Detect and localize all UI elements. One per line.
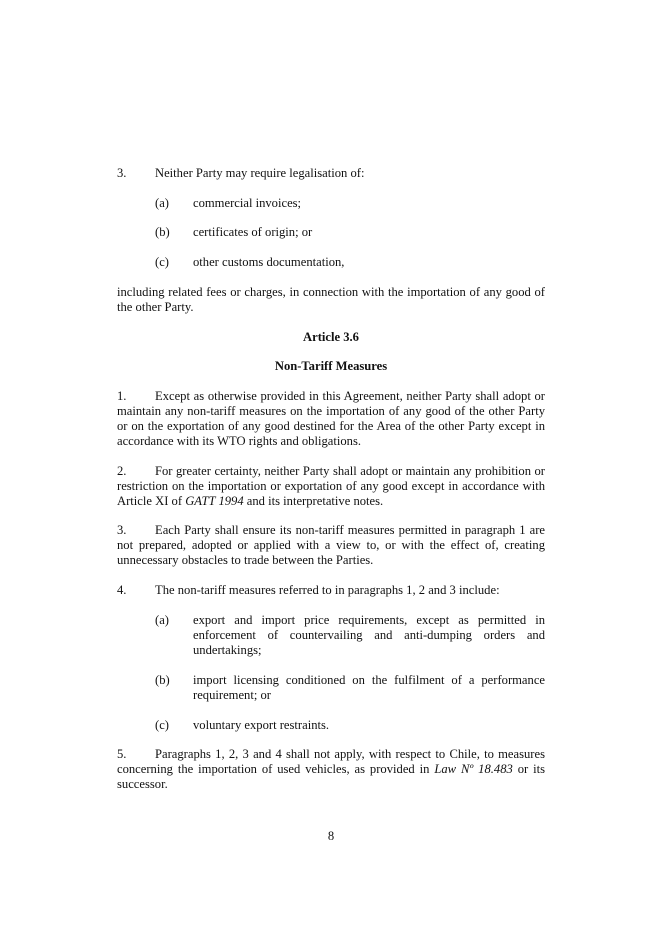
page-number: 8 [327,829,335,843]
list-item-text: voluntary export restraints. [193,718,330,732]
paragraph-number: 1. [117,389,127,403]
list-item-text: certificates of origin; or [193,225,313,239]
paragraph-number: 3. [117,166,127,180]
paragraph-number: 5. [117,747,127,761]
paragraph-text: Neither Party may require legalisation of: [155,166,365,180]
paragraph-number: 3. [117,523,127,537]
paragraph-text: For greater certainty, neither Party shall adopt or maintain any prohibition or restriction on the importation or exportation of any good except in accordance with Article XI of [117,464,545,508]
paragraph-text: The non-tariff measures referred to in paragraphs 1, 2 and 3 include: [155,583,500,597]
list-item-label: (c) [155,255,169,269]
list-item-text: export and import price requirements, except as permitted in enforcement of countervailing and anti-dumping orders and undertakings; [193,613,545,657]
paragraph-number: 2. [117,464,127,478]
list-item-label: (b) [155,225,170,239]
list-item-label: (a) [155,196,169,210]
paragraph-text: Paragraphs 1, 2, 3 and 4 shall not apply, with respect to Chile, to measures concerning the importation of used vehicles, as provided in [117,747,545,776]
paragraph-text-tail: or its successor. [117,762,546,791]
article-paragraph-5 [117,747,545,792]
paragraph-text: Each Party shall ensure its non-tariff measures permitted in paragraph 1 are not prepared, adopted or applied with a view to, or with the effect of, creating unnecessary obstacles to trade between the Parties. [117,523,545,567]
gatt-reference: GATT 1994 [185,494,244,508]
article-number: Article 3.6 [303,330,359,344]
article-title: Non-Tariff Measures [274,359,388,373]
law-reference: Law Nº 18.483 [434,762,513,776]
list-item-text: import licensing conditioned on the fulfilment of a performance requirement; or [193,673,545,702]
list-item-label: (b) [155,673,170,687]
article-paragraph-4 [117,583,545,598]
paragraph-closing-text: including related fees or charges, in connection with the importation of any good of the other Party. [117,285,545,314]
article-paragraph-1 [117,389,545,449]
paragraph-text-tail: and its interpretative notes. [243,494,384,508]
list-item-label: (c) [155,718,169,732]
paragraph-text: Except as otherwise provided in this Agreement, neither Party shall adopt or maintain any non-tariff measures on the importation of any good of the other Party or on the exportation of any good destined for the Area of the other Party except in accordance with its WTO rights and obligations. [117,389,545,448]
list-item-label: (a) [155,613,169,627]
list-item-text: commercial invoices; [193,196,302,210]
article-paragraph-3 [117,523,545,568]
paragraph-3-legalisation [117,166,545,181]
article-paragraph-2 [117,464,545,509]
list-item-text: other customs documentation, [193,255,345,269]
paragraph-number: 4. [117,583,127,597]
